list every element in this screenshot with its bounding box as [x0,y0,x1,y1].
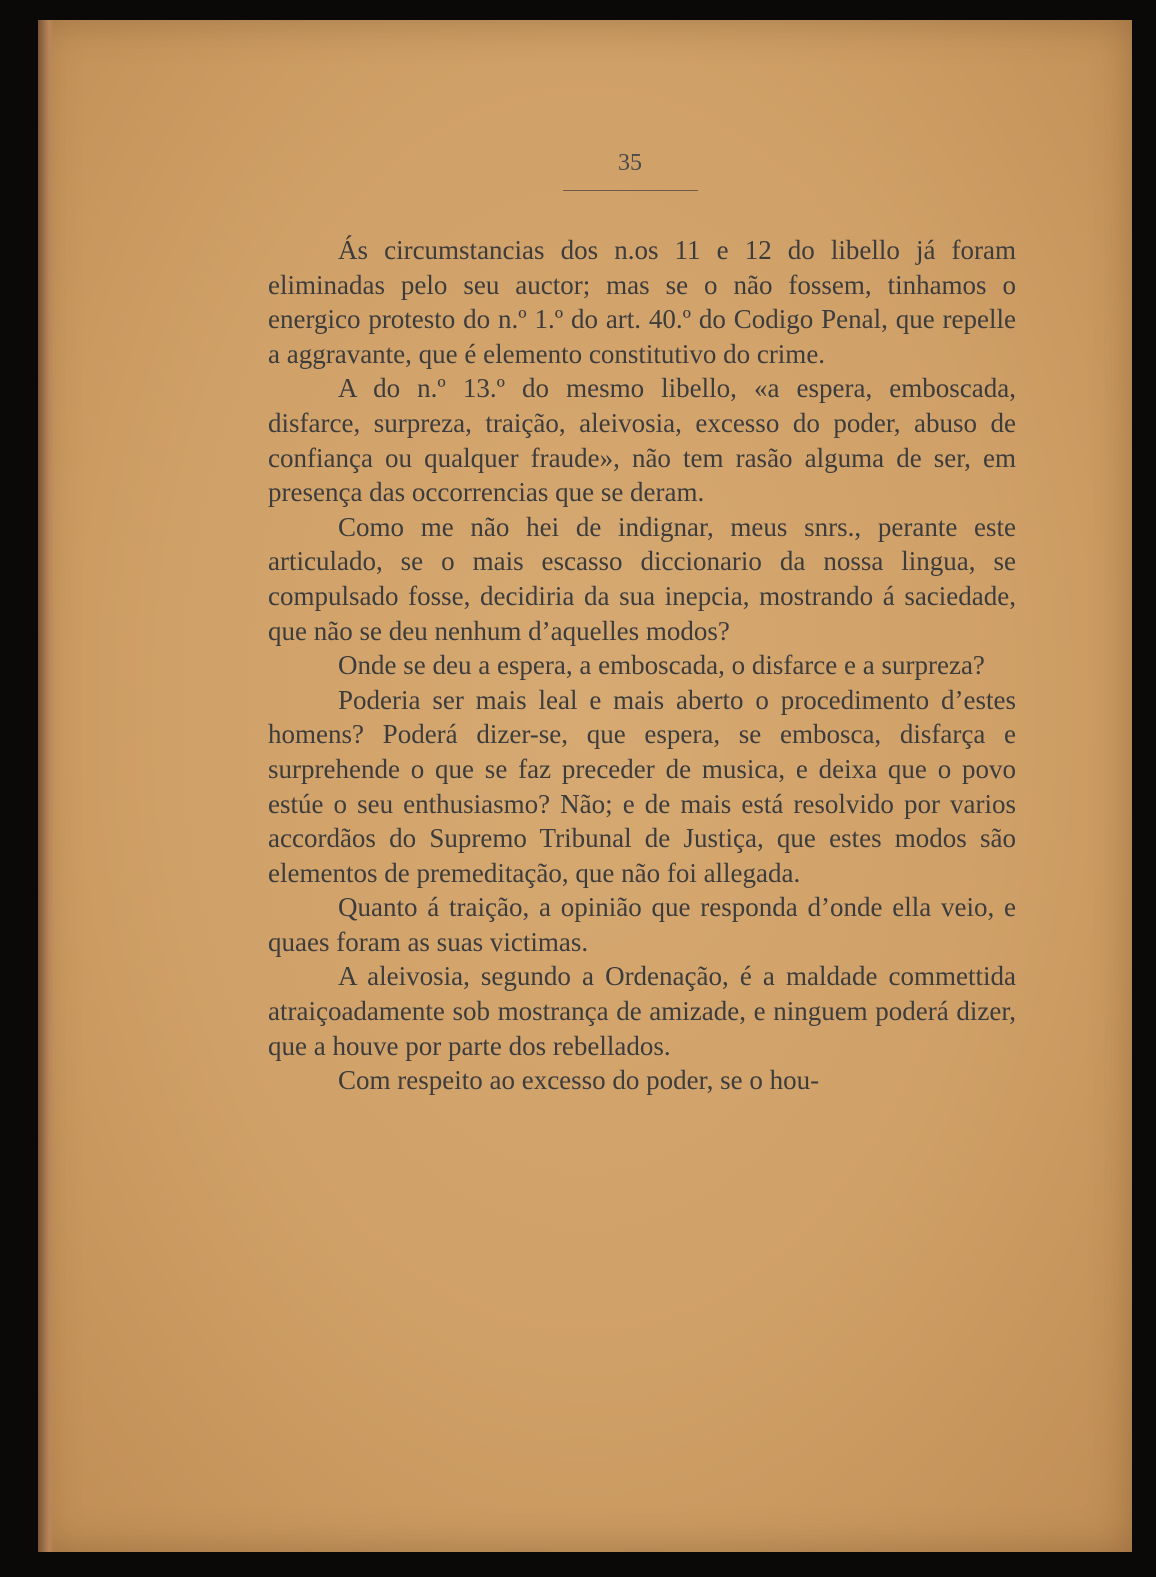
page-gutter [38,20,54,1552]
paragraph-text: Quanto á traição, a opinião que responda d’onde ella veio, e quaes foram as suas victimas. [268,892,1016,957]
paragraph-text: Com respeito ao excesso do poder, se o hou- [338,1065,820,1096]
paragraph-4 [268,648,1016,683]
paragraph-2 [268,371,1016,509]
paragraph-text: Ás circumstancias dos n.os 11 e 12 do libello já foram eliminadas pelo seu auctor; mas se o não fossem, tinhamos o energico protesto do n.º 1.º do art. 40.º do Codigo Penal, que repelle a aggravante, que é elemento constitutivo do crime. [268,235,1016,369]
paragraph-6 [268,890,1016,959]
book-page [38,20,1132,1552]
header-rule [563,190,698,191]
paragraph-7 [268,959,1016,1063]
paragraph-3 [268,510,1016,648]
paragraph-text: Poderia ser mais leal e mais aberto o procedimento d’estes homens? Poderá dizer-se, que espera, se embosca, disfarça e surprehende o que se faz preceder de musica, e deixa que o povo estúe o seu enthusiasmo? Não; e de mais está resolvido por varios accordãos do Supremo Tribunal de Justiça, que estes modos são elementos de premeditação, que não foi allegada. [268,684,1016,888]
paragraph-5 [268,683,1016,891]
page-number: 35 [618,150,642,176]
paragraph-text: Onde se deu a espera, a emboscada, o disfarce e a surpreza? [338,650,985,681]
paragraph-1 [268,233,1016,371]
paragraph-text: A do n.º 13.º do mesmo libello, «a espera, emboscada, disfarce, surpreza, traição, aleivosia, excesso do poder, abuso de confiança ou qualquer fraude», não tem rasão alguma de ser, em presença das occorrencias que se deram. [268,373,1016,508]
paragraph-text: Como me não hei de indignar, meus snrs., perante este articulado, se o mais escasso diccionario da nossa lingua, se compulsado fosse, decidiria da sua inepcia, mostrando á saciedade, que não se deu nenhum d’aquelles modos? [268,511,1016,646]
body-text [268,233,1016,1098]
paragraph-8 [268,1063,1016,1098]
paragraph-text: A aleivosia, segundo a Ordenação, é a maldade commettida atraiçoadamente sob mostrança de amizade, e ninguem poderá dizer, que a houve por parte dos rebellados. [268,961,1016,1061]
